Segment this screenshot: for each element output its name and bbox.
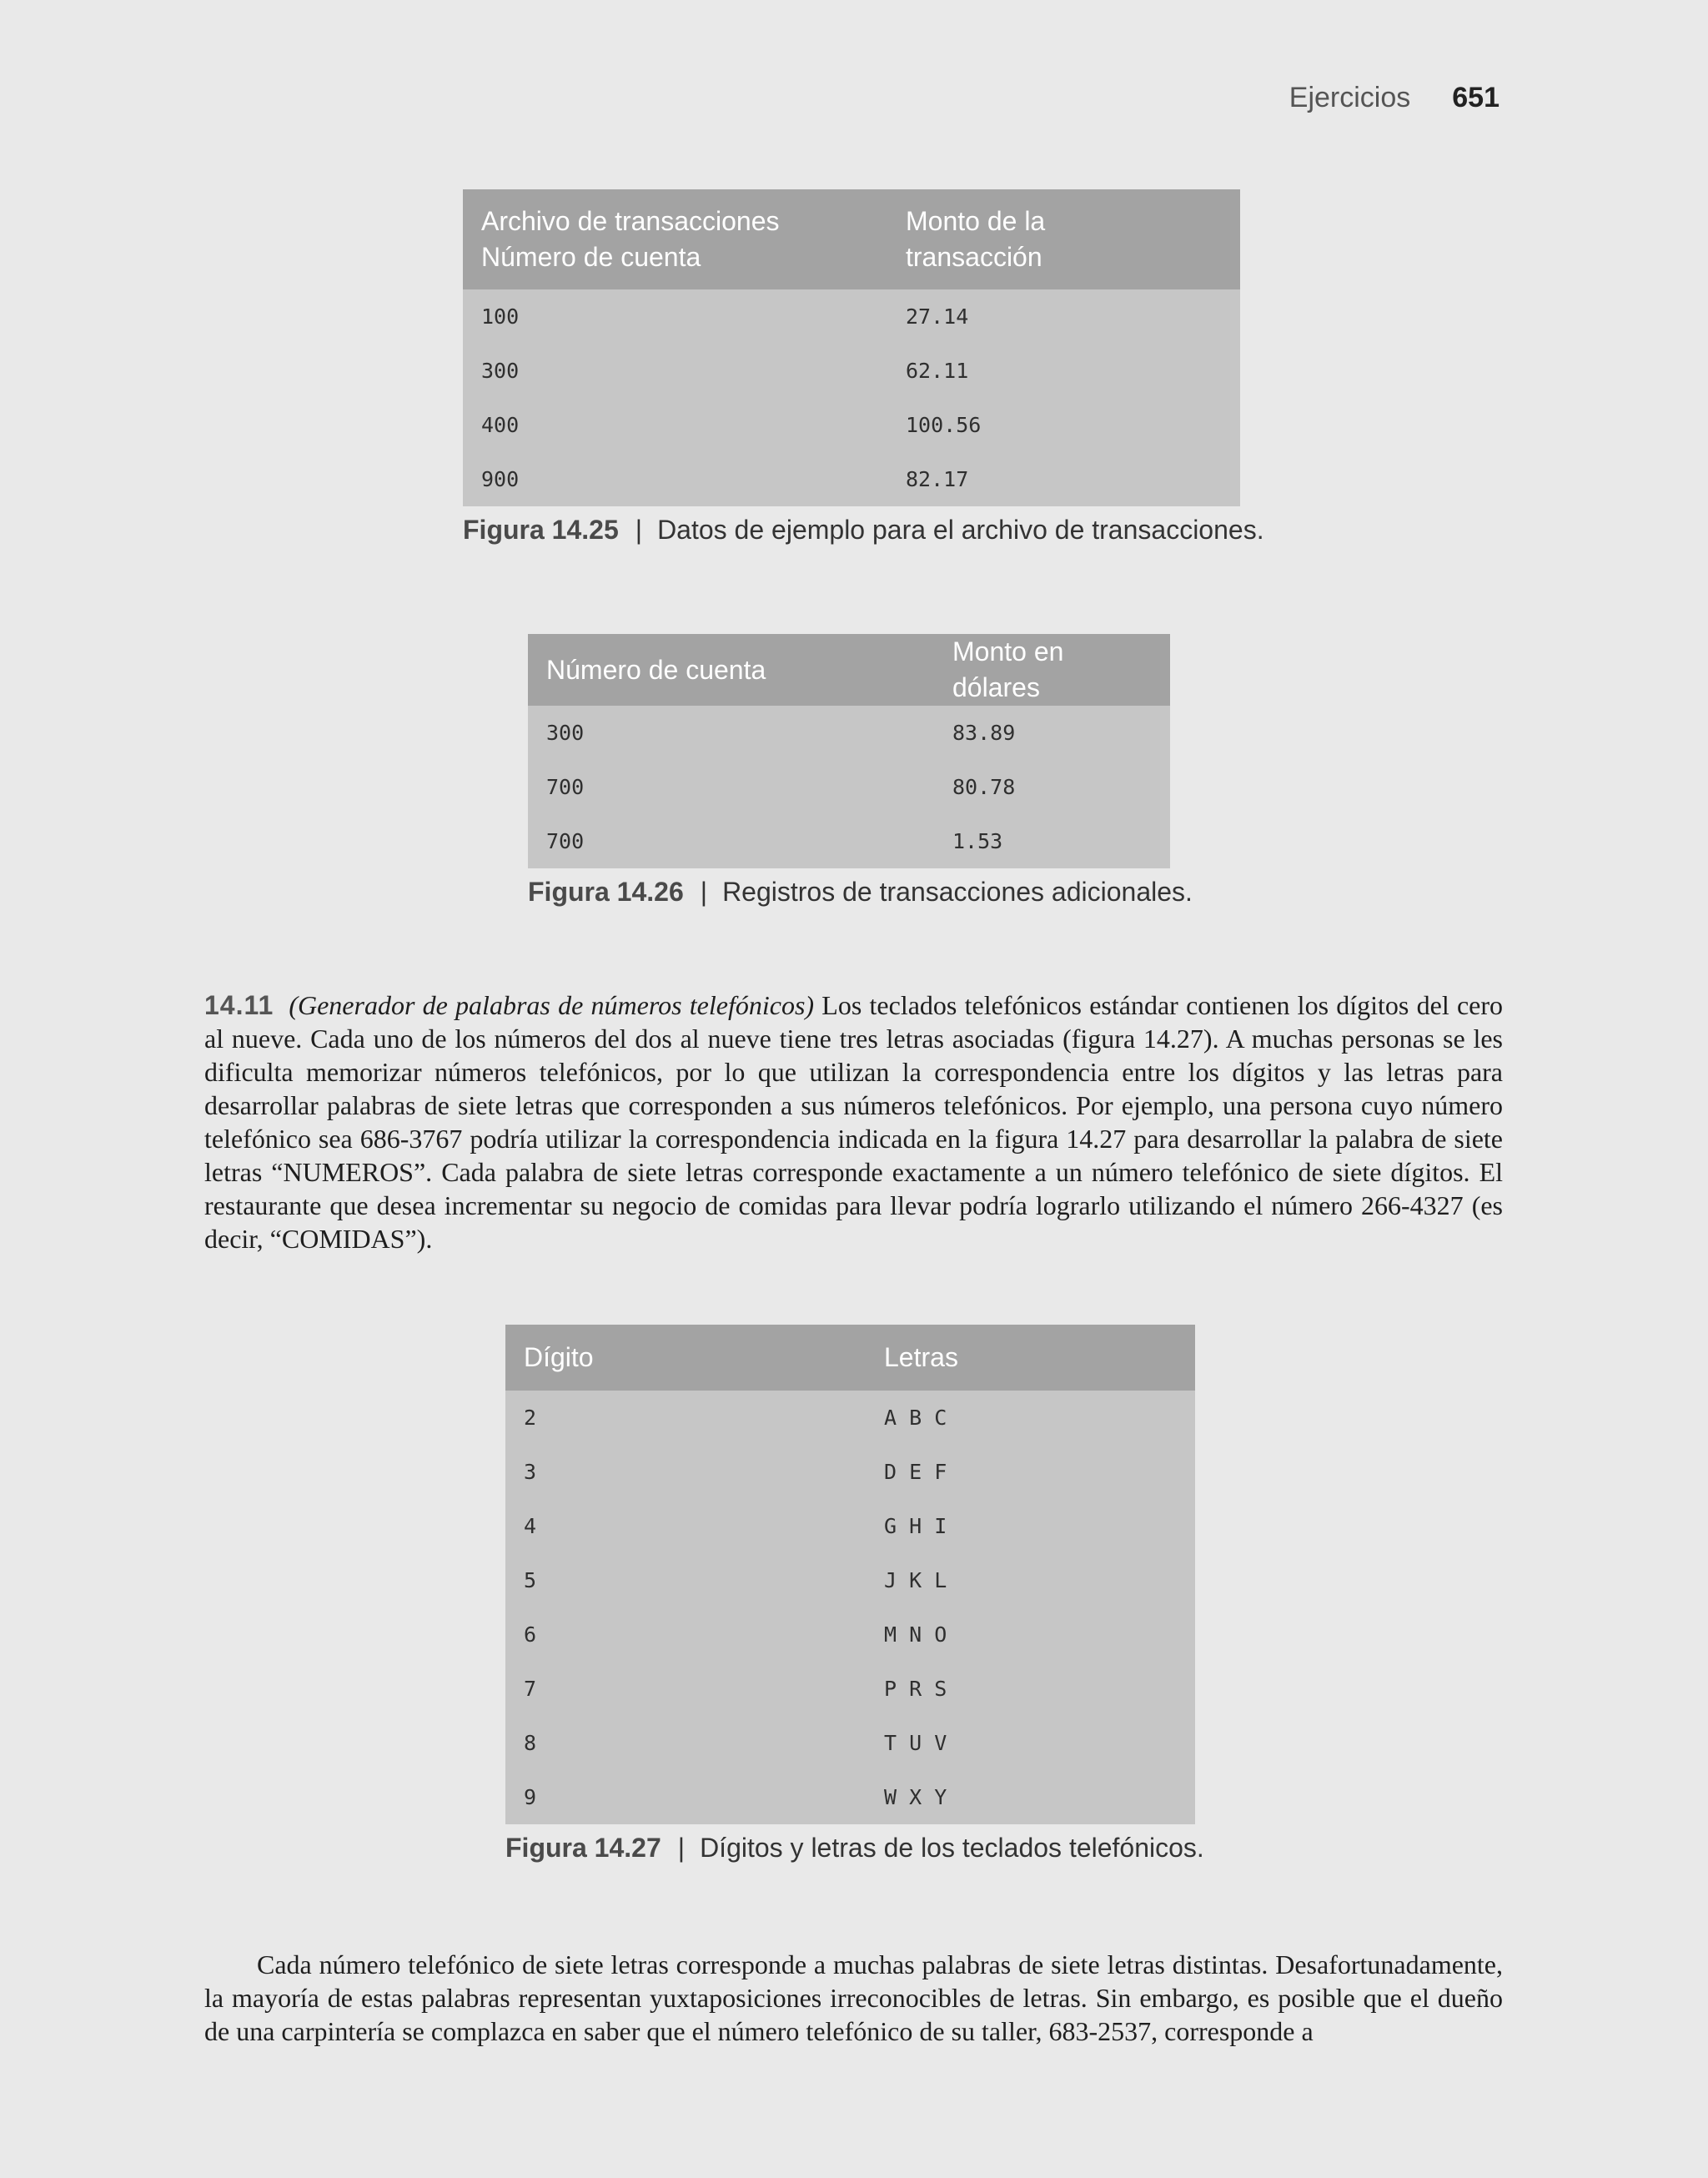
caption-separator: | <box>635 515 643 545</box>
table-row <box>463 452 1240 506</box>
caption-separator: | <box>677 1833 686 1863</box>
table-header-row <box>505 1325 1195 1391</box>
table-cell: 300 <box>463 344 887 398</box>
table-cell: G H I <box>866 1499 1195 1553</box>
table-cell: P R S <box>866 1662 1195 1716</box>
table-cell: 62.11 <box>887 344 1240 398</box>
table-row <box>505 1445 1195 1499</box>
table-row <box>505 1391 1195 1445</box>
exercise-number: 14.11 <box>204 990 274 1020</box>
table-cell: 3 <box>505 1445 866 1499</box>
table-cell: 82.17 <box>887 452 1240 506</box>
table-cell: 27.14 <box>887 289 1240 344</box>
table-cell: T U V <box>866 1716 1195 1770</box>
table-cell: 300 <box>528 706 934 760</box>
exercise-title: (Generador de palabras de números telefónicos) <box>289 990 815 1020</box>
table-cell: 100 <box>463 289 887 344</box>
table-row <box>463 289 1240 344</box>
page-number: 651 <box>1452 82 1500 113</box>
column-header: Letras <box>866 1325 1195 1391</box>
figure-caption <box>528 877 1193 908</box>
column-header: Monto de la transacción <box>887 189 1240 289</box>
table-row <box>528 814 1170 868</box>
caption-text: Registros de transacciones adicionales. <box>722 877 1193 907</box>
caption-label: Figura 14.26 <box>528 877 684 907</box>
figure-caption <box>463 515 1264 546</box>
caption-label: Figura 14.25 <box>463 515 619 545</box>
table-row <box>505 1770 1195 1824</box>
table-header-row <box>463 189 1240 289</box>
caption-label: Figura 14.27 <box>505 1833 661 1863</box>
column-header: Número de cuenta <box>528 634 934 706</box>
table-row <box>505 1662 1195 1716</box>
table-row <box>505 1553 1195 1607</box>
table-header-row <box>528 634 1170 706</box>
column-header: Monto en dólares <box>934 634 1170 706</box>
table-cell: 900 <box>463 452 887 506</box>
exercise-paragraph <box>204 988 1503 1255</box>
table-cell: 6 <box>505 1607 866 1662</box>
table-cell: W X Y <box>866 1770 1195 1824</box>
table-cell: 700 <box>528 814 934 868</box>
additional-transactions-table <box>528 634 1170 868</box>
table-row <box>463 344 1240 398</box>
caption-text: Datos de ejemplo para el archivo de transacciones. <box>657 515 1264 545</box>
table-cell: M N O <box>866 1607 1195 1662</box>
table-cell: 8 <box>505 1716 866 1770</box>
table-cell: 80.78 <box>934 760 1170 814</box>
table-row <box>505 1716 1195 1770</box>
column-header: Archivo de transacciones Número de cuenta <box>463 189 887 289</box>
caption-text: Dígitos y letras de los teclados telefónicos. <box>700 1833 1204 1863</box>
page-header <box>1289 82 1500 114</box>
table-cell: 1.53 <box>934 814 1170 868</box>
table-cell: 700 <box>528 760 934 814</box>
table-row <box>528 706 1170 760</box>
exercise-text: Los teclados telefónicos estándar contienen los dígitos del cero al nueve. Cada uno de los números del dos al nueve tiene tres letras asociadas (figura 14.27). A muchas personas se les dificulta memorizar números telefónicos, por lo que utilizan la correspondencia entre los dígitos y las letras para desarrollar palabras de siete letras que corresponden a sus números telefónicos. Por ejemplo, una persona cuyo número telefónico sea 686-3767 podría utilizar la correspondencia indicada en la figura 14.27 para desarrollar la palabra de siete letras “NUMEROS”. Cada palabra de siete letras corresponde exactamente a un número telefónico de siete dígitos. El restaurante que desea incrementar su negocio de comidas para llevar podría lograrlo utilizando el número 266-4327 (es decir, “COMIDAS”). <box>204 990 1504 1254</box>
table-cell: 9 <box>505 1770 866 1824</box>
table-cell: 5 <box>505 1553 866 1607</box>
table-row <box>505 1499 1195 1553</box>
column-header: Dígito <box>505 1325 866 1391</box>
table-cell: J K L <box>866 1553 1195 1607</box>
table-cell: 83.89 <box>934 706 1170 760</box>
table-cell: 100.56 <box>887 398 1240 452</box>
table-cell: D E F <box>866 1445 1195 1499</box>
table-cell: 2 <box>505 1391 866 1445</box>
body-paragraph <box>204 1948 1503 2048</box>
table-row <box>463 398 1240 452</box>
figure-14-26 <box>528 634 1193 908</box>
figure-14-27 <box>505 1325 1204 1864</box>
caption-separator: | <box>700 877 708 907</box>
keypad-letters-table <box>505 1325 1195 1824</box>
figure-14-25 <box>463 189 1264 546</box>
table-cell: A B C <box>866 1391 1195 1445</box>
table-cell: 400 <box>463 398 887 452</box>
table-cell: 4 <box>505 1499 866 1553</box>
figure-caption <box>505 1833 1204 1864</box>
table-row <box>528 760 1170 814</box>
running-head: Ejercicios <box>1289 82 1411 113</box>
table-row <box>505 1607 1195 1662</box>
paragraph-text: Cada número telefónico de siete letras corresponde a muchas palabras de siete letras distintas. Desafortunadamente, la mayoría de estas palabras representan yuxtaposiciones irreconocibles de letras. Sin embargo, es posible que el dueño de una carpintería se complazca en saber que el número telefónico de su taller, 683-2537, corresponde a <box>204 1949 1503 2046</box>
table-cell: 7 <box>505 1662 866 1716</box>
transactions-table <box>463 189 1240 506</box>
